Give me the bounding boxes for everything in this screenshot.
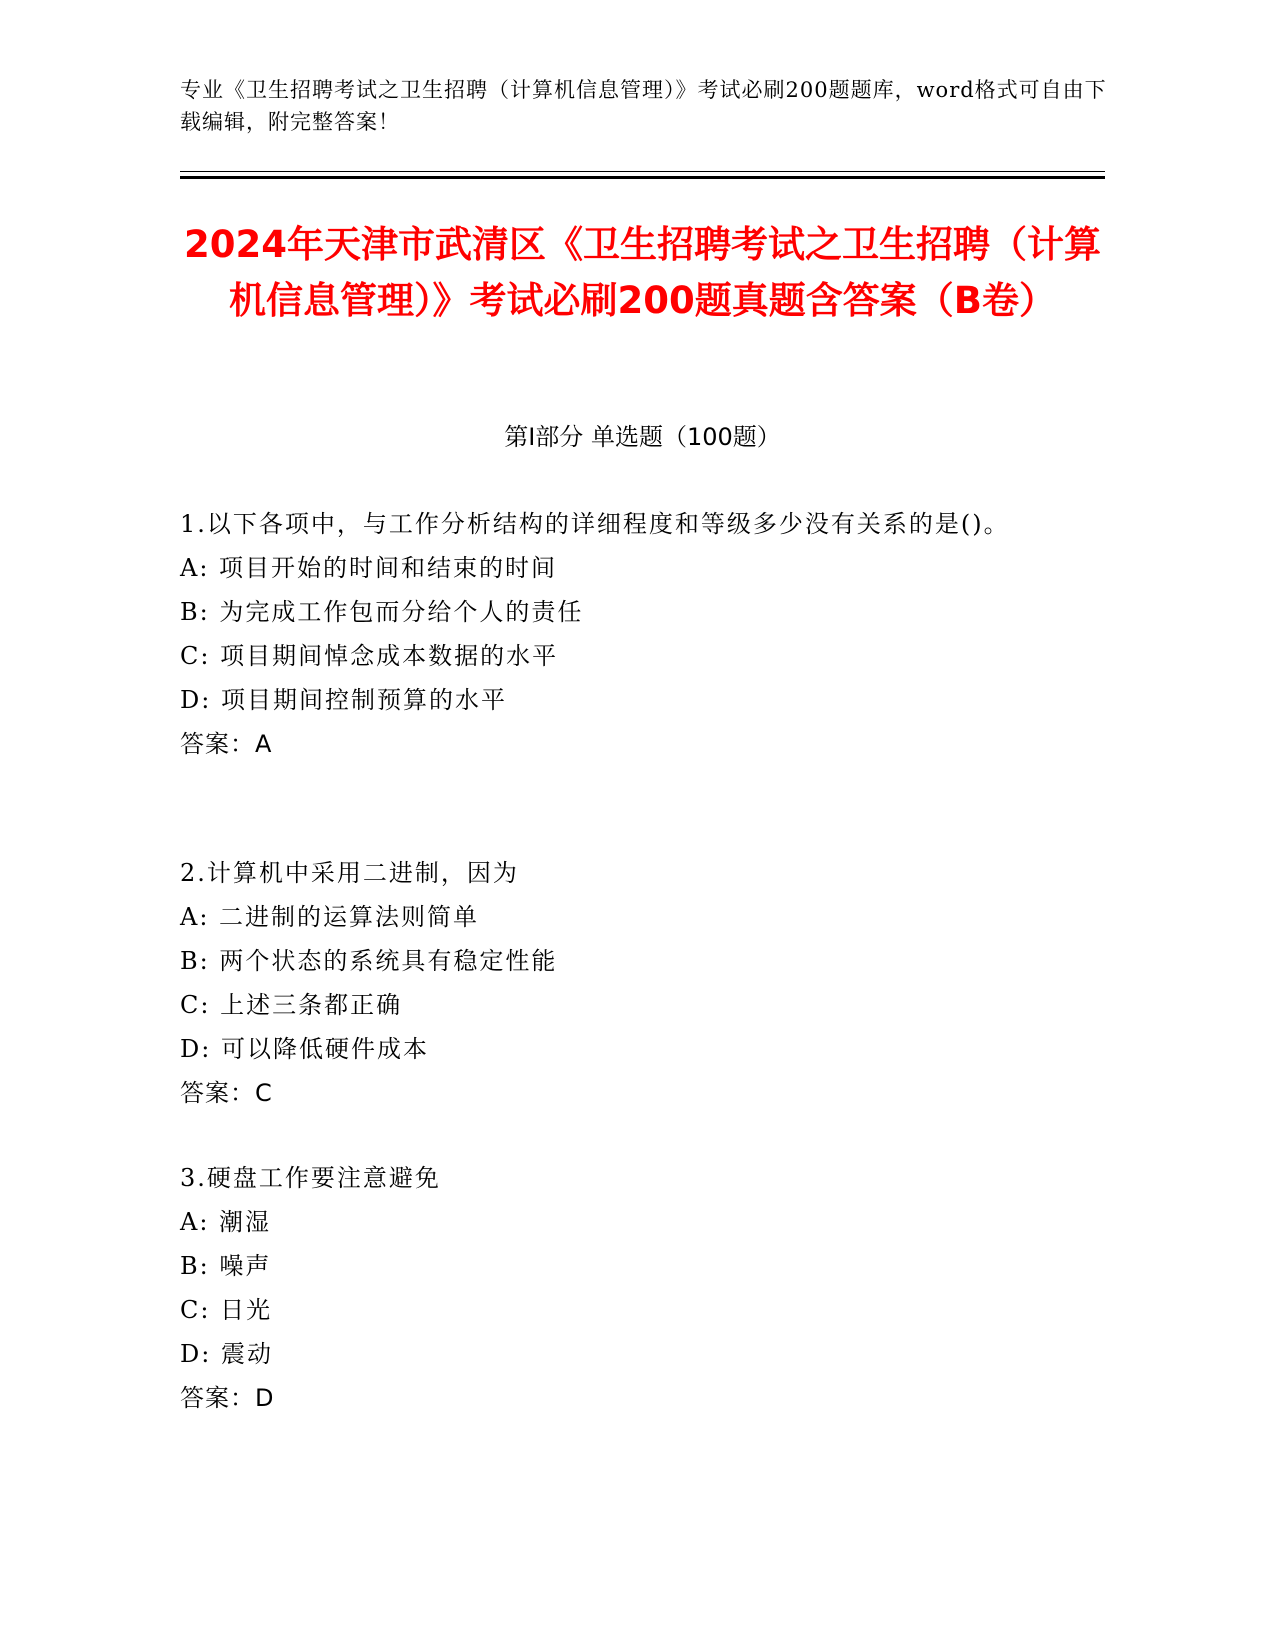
question-option-c: C: 日光 <box>180 1296 273 1324</box>
question-option-c: C: 上述三条都正确 <box>180 991 403 1019</box>
question-1 <box>180 502 1030 766</box>
question-option-a: A: 潮湿 <box>180 1208 272 1236</box>
question-option-b: B: 噪声 <box>180 1252 272 1280</box>
question-answer: 答案：D <box>180 1384 275 1412</box>
question-3 <box>180 1156 1030 1420</box>
section-heading: 第Ⅰ部分 单选题（100题） <box>504 423 781 451</box>
question-option-b: B: 两个状态的系统具有稳定性能 <box>180 947 558 975</box>
question-answer: 答案：A <box>180 730 273 758</box>
question-stem: 1.以下各项中，与工作分析结构的详细程度和等级多少没有关系的是()。 <box>180 510 1010 538</box>
document-title: 2024年天津市武清区《卫生招聘考试之卫生招聘（计算机信息管理）》考试必刷200题真题含答案（B卷） <box>184 223 1101 322</box>
question-option-a: A: 项目开始的时间和结束的时间 <box>180 554 558 582</box>
question-stem: 2.计算机中采用二进制，因为 <box>180 859 519 887</box>
question-answer: 答案：C <box>180 1079 273 1107</box>
question-option-d: D: 可以降低硬件成本 <box>180 1035 429 1063</box>
question-option-a: A: 二进制的运算法则简单 <box>180 903 480 931</box>
header-note: 专业《卫生招聘考试之卫生招聘（计算机信息管理）》考试必刷200题题库，word格式可自由下载编辑，附完整答案！ <box>180 78 1107 134</box>
question-option-d: D: 震动 <box>180 1340 273 1368</box>
question-2 <box>180 851 1030 1115</box>
question-option-d: D: 项目期间控制预算的水平 <box>180 686 507 714</box>
question-option-b: B: 为完成工作包而分给个人的责任 <box>180 598 584 626</box>
header-rule-thin <box>180 171 1105 172</box>
header-rule-thick <box>180 176 1105 179</box>
question-stem: 3.硬盘工作要注意避免 <box>180 1164 441 1192</box>
question-option-c: C: 项目期间悼念成本数据的水平 <box>180 642 559 670</box>
